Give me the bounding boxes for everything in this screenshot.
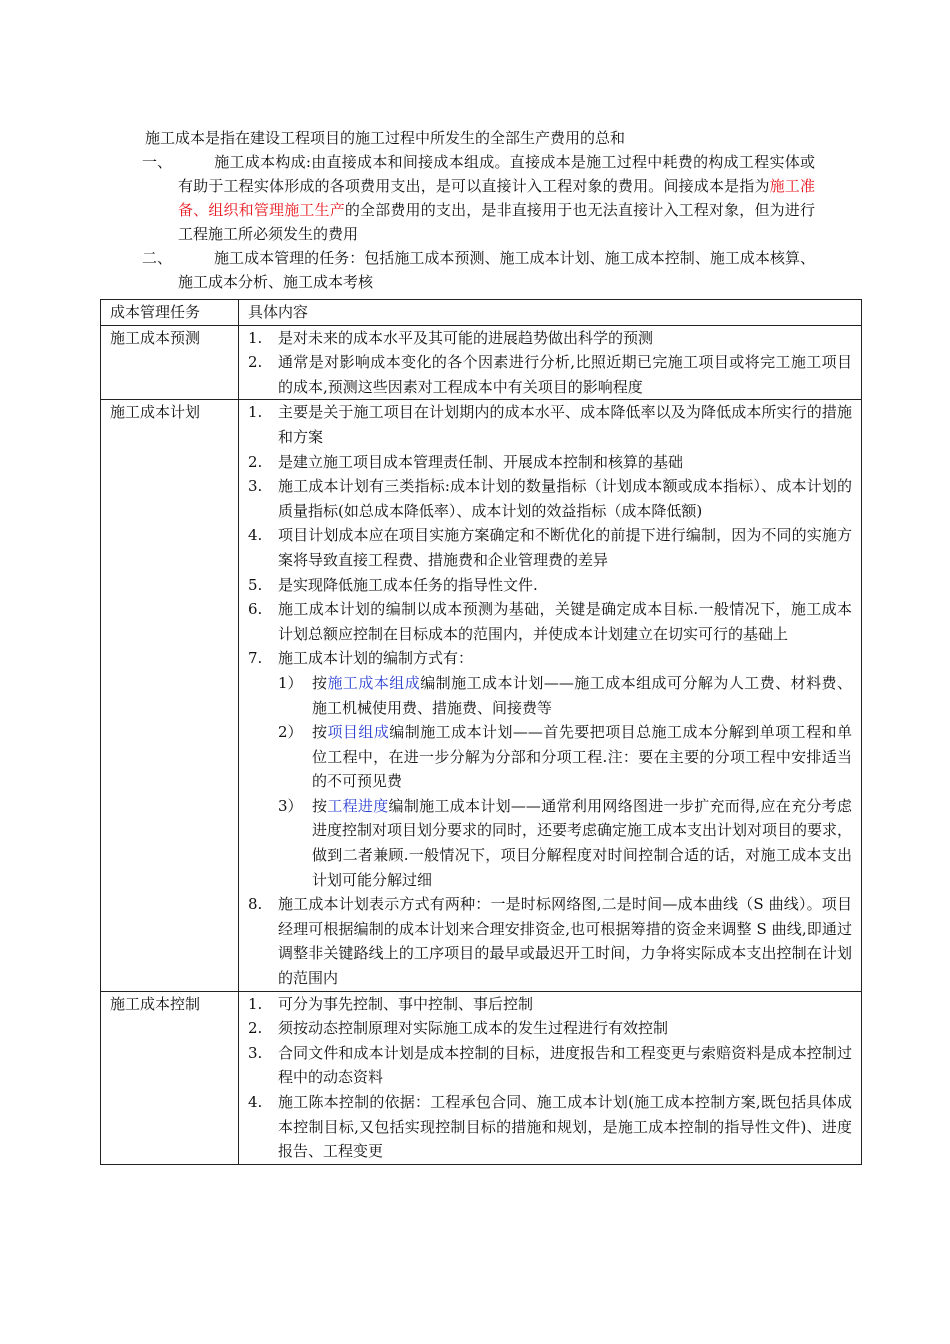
intro-section (142, 126, 815, 294)
list-item: 7. 施工成本计划的编制方式有： 1） 按施工成本组成编制施工成本计划——施工成本组成可分解为人工费、材料费、施工机械使用费、措施费、间接费等 2） 按项目组成编制施工成本计划——首先要把项目总施工成本分解到单项工程和单位工程中，在进一步分解为分部和分项工程.注：要在主要的分项工程中安排适当的不可预见费 3） 按工程进度编制施工成本计划——通常利用网络图进一步扩充而得,应在充分考虑进度控制对项目划分要求的同时，还要考虑确定施工成本支出计划对项目的要求，做到二者兼顾.一般情况下，项目分解程度对时间控制合适的话，对施工成本支出计划可能分解过细 (248, 646, 852, 892)
cost-management-table (100, 299, 862, 1165)
composition-text-highlight: 施工准备、组织和管理施工生产 (178, 177, 815, 219)
list-item: 2. 通常是对影响成本变化的各个因素进行分析,比照近期已完施工项目或将完工施工项目的成本,预测这些因素对工程成本中有关项目的影响程度 (248, 353, 852, 396)
list-item: 1. 是对未来的成本水平及其可能的进展趋势做出科学的预测 (248, 328, 654, 347)
list-item: 2. 须按动态控制原理对实际施工成本的发生过程进行有效控制 (248, 1019, 669, 1038)
definition-paragraph: 施工成本是指在建设工程项目的施工过程中所发生的全部生产费用的总和 (145, 129, 626, 147)
tasks-text: 施工成本管理的任务：包括施工成本预测、施工成本计划、施工成本控制、施工成本核算、施工成本分析、施工成本考核 (178, 249, 815, 291)
task-name: 施工成本预测 (101, 325, 239, 400)
composition-text-b: 的全部费用的支出，是非直接用于也无法直接计入工程对象，但为进行工程施工所必须发生的费用 (178, 201, 815, 243)
list-item: 4. 项目计划成本应在项目实施方案确定和不断优化的前提下进行编制，因为不同的实施方案将导致直接工程费、措施费和企业管理费的差异 (248, 526, 852, 569)
table-row (101, 400, 862, 991)
section-composition (142, 150, 815, 246)
list-item: 3. 施工成本计划有三类指标:成本计划的数量指标（计划成本额或成本指标）、成本计划的质量指标(如总成本降低率）、成本计划的效益指标（成本降低额) (248, 477, 852, 520)
keyword-highlight: 工程进度 (327, 796, 389, 815)
list-item: 5. 是实现降低施工成本任务的指导性文件. (248, 575, 538, 594)
header-task: 成本管理任务 (101, 300, 239, 326)
section-number: 二、 (142, 249, 173, 267)
list-item: 1. 可分为事先控制、事中控制、事后控制 (248, 994, 534, 1013)
sub-list-item: 1） 按施工成本组成编制施工成本计划——施工成本组成可分解为人工费、材料费、施工机械使用费、措施费、间接费等 (278, 673, 852, 717)
content-list (248, 400, 852, 990)
keyword-highlight: 施工成本组成 (327, 673, 421, 692)
section-number: 一、 (142, 153, 173, 171)
list-item: 8. 施工成本计划表示方式有两种：一是时标网络图,二是时间—成本曲线（S 曲线）。项目经理可根据编制的成本计划来合理安排资金,也可根据筹措的资金来调整 S 曲线,即通过调整非关键路线上的工序项目的最早或最迟开工时间，力争将实际成本支出控制在计划的范围内 (248, 895, 852, 988)
task-name: 施工成本控制 (101, 991, 239, 1164)
sub-list (278, 671, 852, 892)
list-item: 2. 是建立施工项目成本管理责任制、开展成本控制和核算的基础 (248, 452, 684, 471)
section-tasks (142, 246, 815, 294)
list-item: 3. 合同文件和成本计划是成本控制的目标，进度报告和工程变更与索赔资料是成本控制过程中的动态资料 (248, 1043, 852, 1087)
sub-list-item: 2） 按项目组成编制施工成本计划——首先要把项目总施工成本分解到单项工程和单位工程中，在进一步分解为分部和分项工程.注：要在主要的分项工程中安排适当的不可预见费 (278, 723, 852, 791)
sub-list-item: 3） 按工程进度编制施工成本计划——通常利用网络图进一步扩充而得,应在充分考虑进度控制对项目划分要求的同时，还要考虑确定施工成本支出计划对项目的要求，做到二者兼顾.一般情况下，项目分解程度对时间控制合适的话，对施工成本支出计划可能分解过细 (278, 796, 853, 889)
content-list (248, 992, 852, 1164)
header-content: 具体内容 (239, 300, 862, 326)
table-row (101, 325, 862, 400)
list-item: 6. 施工成本计划的编制以成本预测为基础，关键是确定成本目标.一般情况下，施工成本计划总额应控制在目标成本的范围内，并使成本计划建立在切实可行的基础上 (248, 600, 852, 643)
table-row (101, 991, 862, 1164)
content-list (248, 326, 852, 400)
table-header-row (101, 300, 862, 326)
list-item: 1. 主要是关于施工项目在计划期内的成本水平、成本降低率以及为降低成本所实行的措施和方案 (248, 403, 852, 446)
list-item: 4. 施工陈本控制的依据：工程承包合同、施工成本计划(施工成本控制方案,既包括具体成本控制目标,又包括实现控制目标的措施和规划，是施工成本控制的指导性文件)、进度报告、工程变更 (248, 1093, 852, 1161)
composition-text-a: 施工成本构成:由直接成本和间接成本组成。直接成本是施工过程中耗费的构成工程实体或有助于工程实体形成的各项费用支出，是可以直接计入工程对象的费用。间接成本是指为 (178, 153, 815, 195)
keyword-highlight: 项目组成 (327, 723, 390, 742)
task-name: 施工成本计划 (101, 400, 239, 991)
